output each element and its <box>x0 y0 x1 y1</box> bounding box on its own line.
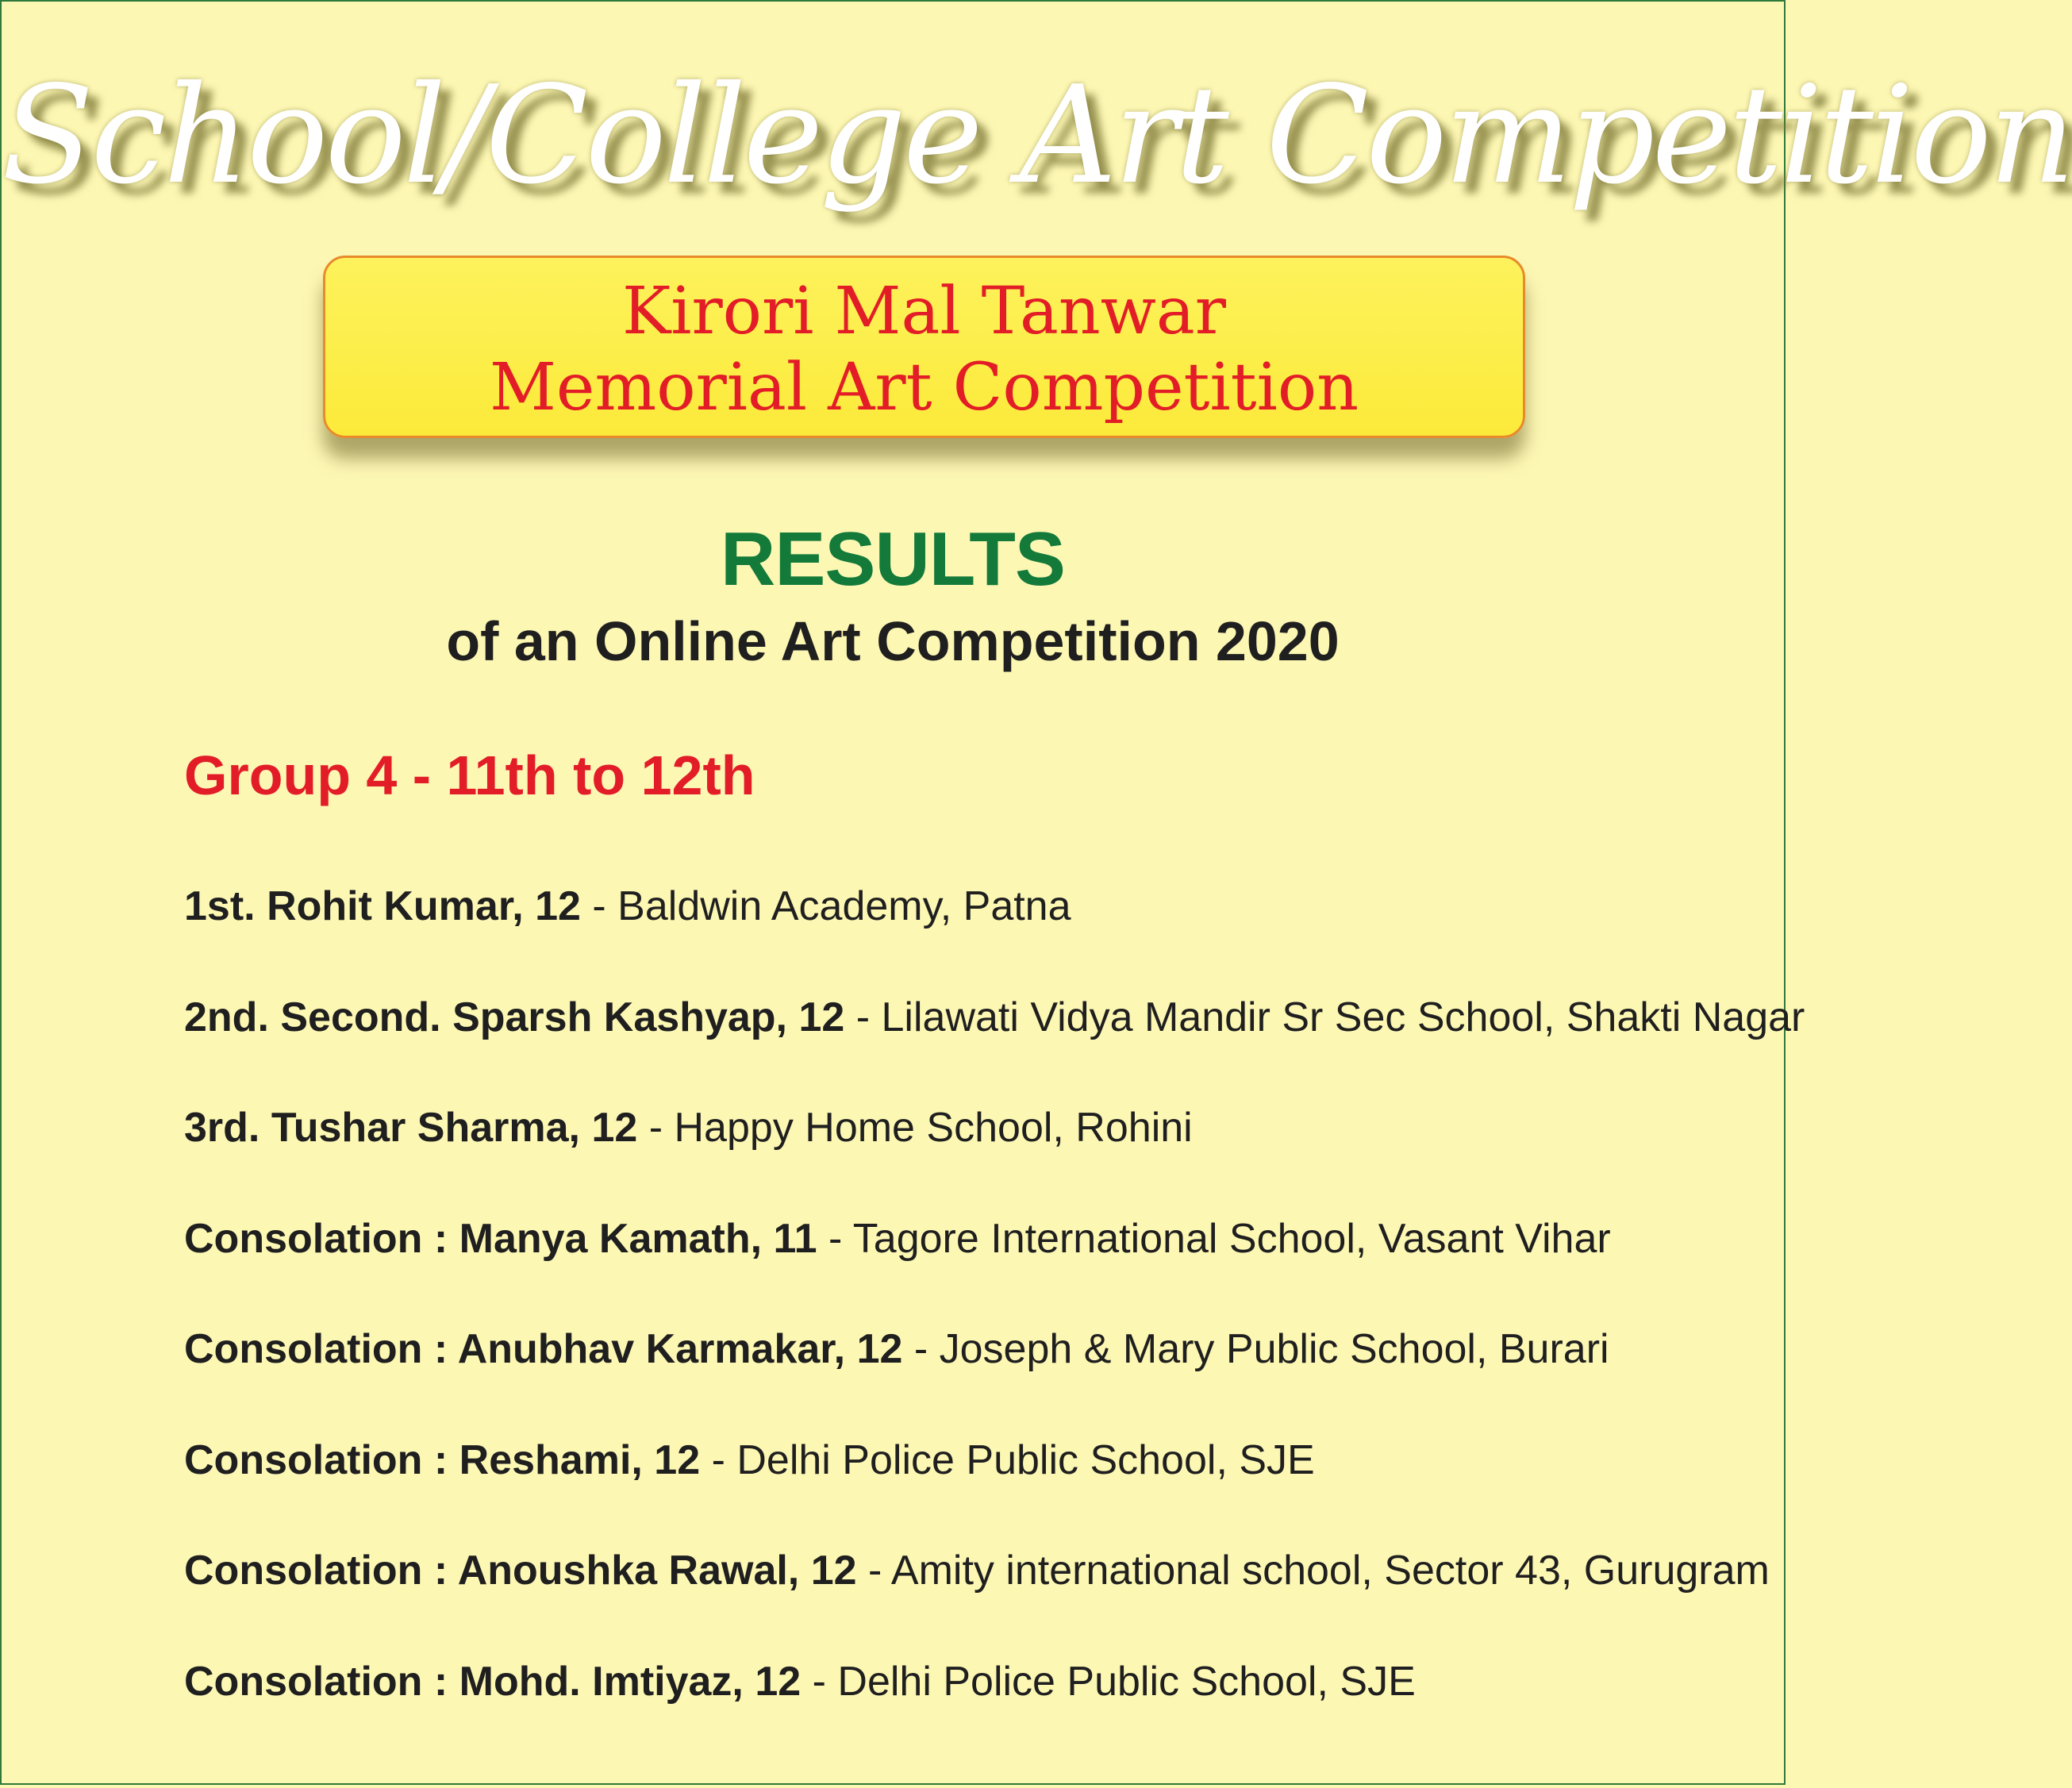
result-rank: Consolation : <box>184 1548 458 1594</box>
result-winner-name: Rohit Kumar, 12 <box>267 883 581 929</box>
result-school: Lilawati Vidya Mandir Sr Sec School, Shakti Nagar <box>881 994 1805 1040</box>
result-separator: - <box>856 1548 891 1594</box>
result-rank: Consolation : <box>184 1215 459 1262</box>
result-school: Delhi Police Public School, SJE <box>837 1658 1416 1705</box>
result-separator: - <box>801 1658 838 1705</box>
result-winner-name: Sparsh Kashyap, 12 <box>452 994 845 1040</box>
results-list <box>184 882 1805 1768</box>
result-separator: - <box>637 1105 675 1151</box>
result-separator: - <box>580 883 618 929</box>
results-subheading: of an Online Art Competition 2020 <box>446 610 1340 672</box>
result-rank: 2nd. Second. <box>184 994 453 1040</box>
memorial-title-line2: Memorial Art Competition <box>489 350 1359 425</box>
group-heading: Group 4 - 11th to 12th <box>184 744 755 806</box>
result-winner-name: Mohd. Imtiyaz, 12 <box>459 1658 802 1705</box>
memorial-title-box <box>323 256 1525 438</box>
result-winner-name: Reshami, 12 <box>459 1436 701 1483</box>
result-row-2 <box>184 994 1805 1105</box>
result-school: Amity international school, Sector 43, Gurugram <box>890 1548 1770 1594</box>
banner-title: School/College Art Competition <box>2 57 2072 214</box>
result-row-3 <box>184 1104 1763 1215</box>
result-separator: - <box>902 1326 940 1372</box>
result-winner-name: Manya Kamath, 11 <box>459 1215 817 1262</box>
result-separator: - <box>817 1215 853 1262</box>
result-rank: 3rd. <box>184 1105 271 1151</box>
result-row-6 <box>184 1436 1763 1548</box>
result-rank: 1st. <box>184 883 267 929</box>
result-rank: Consolation : <box>184 1326 458 1372</box>
result-school: Happy Home School, Rohini <box>674 1105 1193 1151</box>
result-row-1 <box>184 882 1763 994</box>
result-school: Delhi Police Public School, SJE <box>736 1436 1315 1483</box>
result-winner-name: Anubhav Karmakar, 12 <box>457 1326 903 1372</box>
result-row-4 <box>184 1215 1763 1326</box>
result-rank: Consolation : <box>184 1658 459 1705</box>
result-winner-name: Anoushka Rawal, 12 <box>457 1548 857 1594</box>
result-row-5 <box>184 1325 1763 1436</box>
results-heading: RESULTS <box>721 517 1065 602</box>
result-row-7 <box>184 1547 1770 1658</box>
result-row-8 <box>184 1658 1763 1769</box>
result-separator: - <box>844 994 882 1040</box>
result-winner-name: Tushar Sharma, 12 <box>271 1105 638 1151</box>
result-rank: Consolation : <box>184 1436 459 1483</box>
result-school: Joseph & Mary Public School, Burari <box>939 1326 1609 1372</box>
memorial-title-line1: Kirori Mal Tanwar <box>622 274 1226 349</box>
result-school: Baldwin Academy, Patna <box>617 883 1071 929</box>
result-school: Tagore International School, Vasant Vihar <box>852 1215 1611 1262</box>
result-separator: - <box>700 1436 737 1483</box>
